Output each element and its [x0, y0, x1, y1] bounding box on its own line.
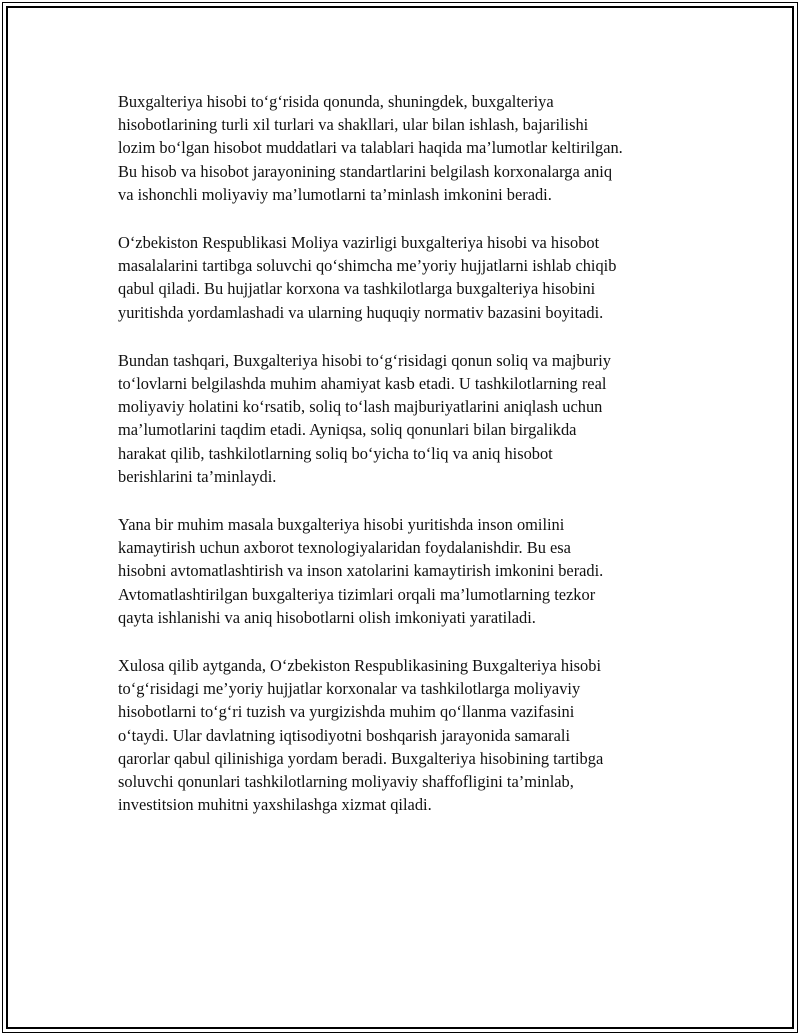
text-line: hisobni avtomatlashtirish va inson xatolarini kamaytirish imkonini beradi. — [118, 561, 604, 581]
text-line: to‘g‘risidagi me’yoriy hujjatlar korxonalar va tashkilotlarga moliyaviy — [118, 679, 581, 699]
paragraph-2 — [118, 231, 698, 324]
paragraph-4 — [118, 513, 698, 629]
paragraph-5 — [118, 654, 698, 816]
text-line: kamaytirish uchun axborot texnologiyalaridan foydalanishdir. Bu esa — [118, 538, 571, 558]
paragraph-3 — [118, 349, 698, 488]
text-line: harakat qilib, tashkilotlarning soliq bo‘yicha to‘liq va aniq hisobot — [118, 443, 553, 463]
text-line: to‘lovlarni belgilashda muhim ahamiyat kasb etadi. U tashkilotlarning real — [118, 374, 607, 394]
text-line: lozim bo‘lgan hisobot muddatlari va talablari haqida ma’lumotlar keltirilgan. — [118, 138, 623, 158]
document-body — [118, 90, 698, 841]
text-line: Avtomatlashtirilgan buxgalteriya tizimlari orqali ma’lumotlarning tezkor — [118, 584, 596, 604]
text-line: berishlarini ta’minlaydi. — [118, 466, 277, 486]
text-line: ma’lumotlarini taqdim etadi. Ayniqsa, soliq qonunlari bilan birgalikda — [118, 420, 577, 440]
text-line: Xulosa qilib aytganda, O‘zbekiston Respublikasining Buxgalteriya hisobi — [118, 656, 601, 676]
text-line: Bu hisob va hisobot jarayonining standartlarini belgilash korxonalarga aniq — [118, 161, 613, 181]
text-line: masalalarini tartibga soluvchi qo‘shimcha me’yoriy hujjatlarni ishlab chiqib — [118, 256, 617, 276]
text-line: hisobotlarni to‘g‘ri tuzish va yurgizishda muhim qo‘llanma vazifasini — [118, 702, 575, 722]
text-line: O‘zbekiston Respublikasi Moliya vazirligi buxgalteriya hisobi va hisobot — [118, 233, 600, 253]
text-line: qabul qiladi. Bu hujjatlar korxona va tashkilotlarga buxgalteriya hisobini — [118, 279, 596, 299]
text-line: qayta ishlanishi va aniq hisobotlarni olish imkoniyati yaratiladi. — [118, 607, 536, 627]
text-line: yuritishda yordamlashadi va ularning huquqiy normativ bazasini boyitadi. — [118, 302, 604, 322]
text-line: Bundan tashqari, Buxgalteriya hisobi to‘g‘risidagi qonun soliq va majburiy — [118, 350, 612, 370]
text-line: soluvchi qonunlari tashkilotlarning moliyaviy shaffofligini ta’minlab, — [118, 772, 574, 792]
text-line: investitsion muhitni yaxshilashga xizmat qiladi. — [118, 795, 432, 815]
text-line: moliyaviy holatini ko‘rsatib, soliq to‘lash majburiyatlarini aniqlash uchun — [118, 397, 603, 417]
text-line: o‘taydi. Ular davlatning iqtisodiyotni boshqarish jarayonida samarali — [118, 725, 571, 745]
text-line: Yana bir muhim masala buxgalteriya hisobi yuritishda inson omilini — [118, 515, 565, 535]
paragraph-1 — [118, 90, 698, 206]
text-line: qarorlar qabul qilinishiga yordam beradi. Buxgalteriya hisobining tartibga — [118, 748, 604, 768]
text-line: hisobotlarining turli xil turlari va shakllari, ular bilan ishlash, bajarilishi — [118, 115, 589, 135]
text-line: Buxgalteriya hisobi to‘g‘risida qonunda, shuningdek, buxgalteriya — [118, 92, 554, 111]
text-line: va ishonchli moliyaviy ma’lumotlarni ta’minlash imkonini beradi. — [118, 184, 552, 204]
